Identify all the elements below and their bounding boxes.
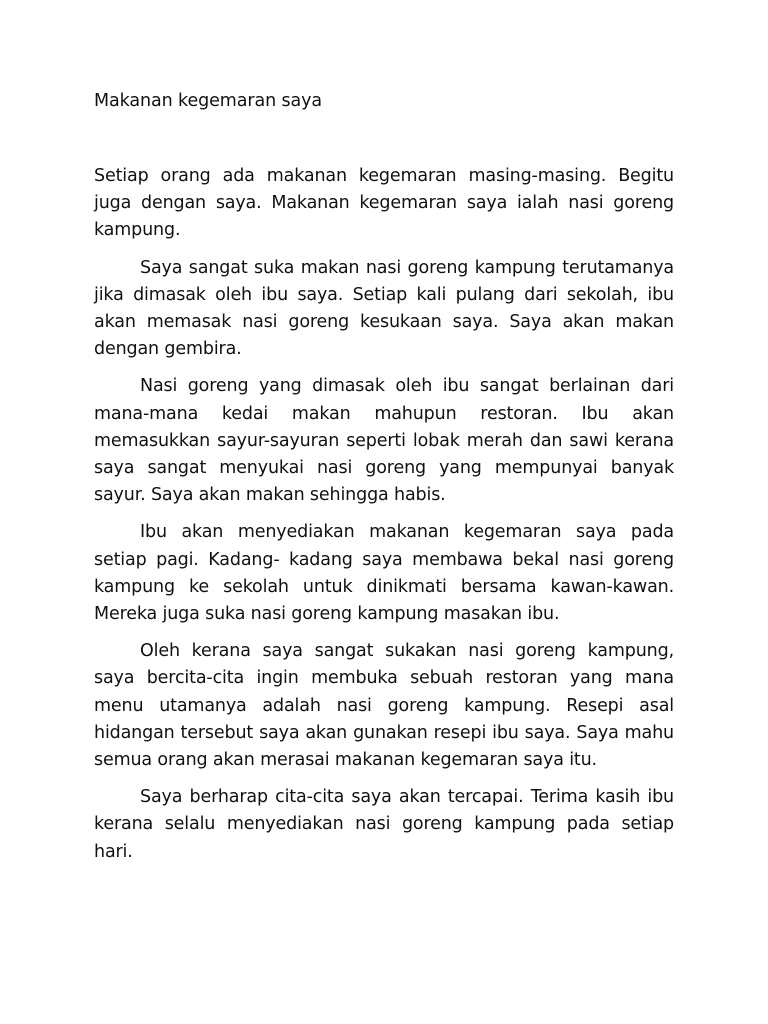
paragraph-1: Setiap orang ada makanan kegemaran masing-masing. Begitu juga dengan saya. Makanan kegemaran saya ialah nasi goreng kampung. [94,166,674,241]
document-title: Makanan kegemaran saya [94,91,323,111]
paragraph-5: Oleh kerana saya sangat sukakan nasi goreng kampung, saya bercita-cita ingin membuka sebuah restoran yang mana menu utamanya adalah nasi goreng kampung. Resepi asal hidangan tersebut saya akan gunakan resepi ibu saya. Saya mahu semua orang akan merasai makanan kegemaran saya itu. [94,641,674,771]
paragraph-3: Nasi goreng yang dimasak oleh ibu sangat berlainan dari mana-mana kedai makan mahupun restoran. Ibu akan memasukkan sayur-sayuran seperti lobak merah dan sawi kerana saya sangat menyukai nasi goreng yang mempunyai banyak sayur. Saya akan makan sehingga habis. [94,376,674,506]
document-body [94,163,674,866]
document-content [94,88,674,876]
paragraph-4: Ibu akan menyediakan makanan kegemaran saya pada setiap pagi. Kadang- kadang saya membawa bekal nasi goreng kampung ke sekolah untuk dinikmati bersama kawan-kawan. Mereka juga suka nasi goreng kampung masakan ibu. [94,522,674,625]
paragraph-6: Saya berharap cita-cita saya akan tercapai. Terima kasih ibu kerana selalu menyediakan nasi goreng kampung pada setiap hari. [94,787,674,862]
paragraph-2: Saya sangat suka makan nasi goreng kampung terutamanya jika dimasak oleh ibu saya. Setiap kali pulang dari sekolah, ibu akan memasak nasi goreng kesukaan saya. Saya akan makan dengan gembira. [94,257,674,360]
